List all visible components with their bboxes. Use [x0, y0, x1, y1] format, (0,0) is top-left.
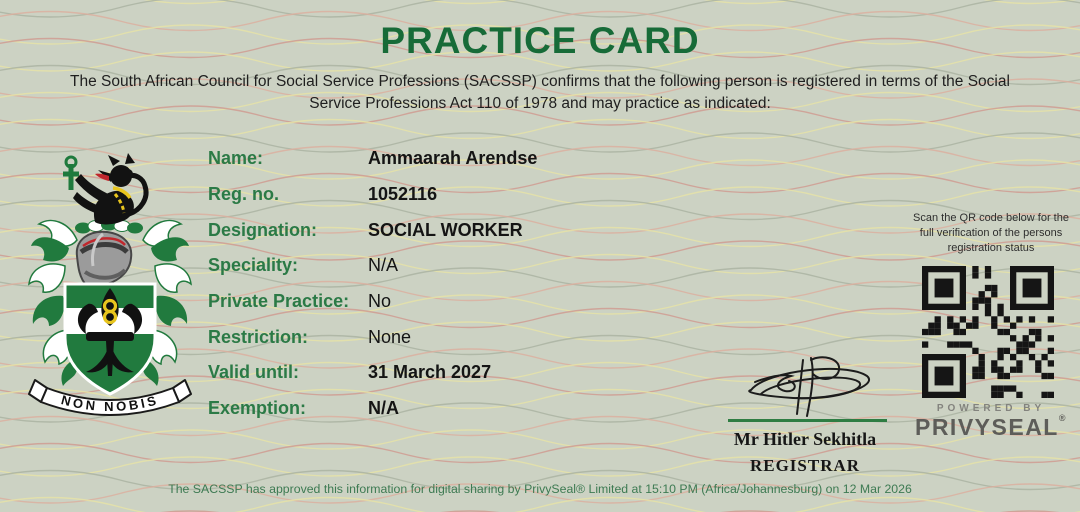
field-row — [208, 284, 537, 320]
subtitle-line1: The South African Council for Social Service Professions (SACSSP) confirms that the following person is registered in terms of the Social — [70, 73, 1010, 90]
signature-line — [728, 419, 887, 422]
lion-icon — [63, 153, 146, 224]
field-value: No — [368, 291, 392, 312]
field-value: Ammaarah Arendse — [368, 148, 538, 169]
field-label: Valid until: — [208, 362, 300, 383]
field-label: Speciality: — [208, 255, 299, 276]
field-label: Private Practice: — [208, 291, 350, 312]
field-value: None — [368, 326, 412, 347]
qr-instruction: Scan the QR code below for the full verification of the persons registration status — [913, 212, 1069, 254]
powered-by-label: POWERED BY — [936, 403, 1046, 414]
approval-footer: The SACSSP has approved this information for digital sharing by PrivySeal® Limited at 15:10 PM (Africa/Johannesburg) on 12 Mar 2026 — [168, 482, 912, 496]
registered-mark: ® — [1058, 413, 1067, 423]
field-row — [208, 141, 537, 177]
field-row — [208, 177, 537, 213]
shield — [65, 284, 155, 394]
field-label: Name: — [208, 148, 264, 169]
field-label: Restriction: — [208, 326, 309, 347]
signature-scribble — [727, 356, 887, 418]
field-value: N/A — [368, 255, 399, 276]
qr-code — [922, 266, 1054, 398]
registrar-role: REGISTRAR — [749, 456, 861, 475]
sacssp-crest — [25, 148, 200, 416]
registrar-name: Mr Hitler Sekhitla — [733, 429, 877, 449]
field-value: SOCIAL WORKER — [368, 219, 523, 240]
crest-motto: NON NOBIS — [59, 392, 161, 415]
field-value: 31 March 2027 — [368, 362, 492, 383]
field-label: Designation: — [208, 219, 318, 240]
helmet-icon — [77, 232, 131, 286]
field-row — [208, 248, 537, 284]
field-value: 1052116 — [368, 184, 438, 205]
field-row — [208, 212, 537, 248]
subtitle-line2: Service Professions Act 110 of 1978 and may practice as indicated: — [309, 95, 771, 113]
field-value: N/A — [368, 398, 399, 419]
field-label: Exemption: — [208, 398, 307, 419]
field-label: Reg. no. — [208, 184, 279, 205]
page-title: PRACTICE CARD — [380, 20, 700, 61]
field-row — [208, 355, 537, 391]
field-row — [208, 391, 537, 427]
field-row — [208, 319, 537, 355]
subtitle — [30, 71, 1050, 116]
fields-list — [208, 141, 537, 427]
privyseal-wordmark: PRIVYSEAL® — [914, 413, 1067, 440]
